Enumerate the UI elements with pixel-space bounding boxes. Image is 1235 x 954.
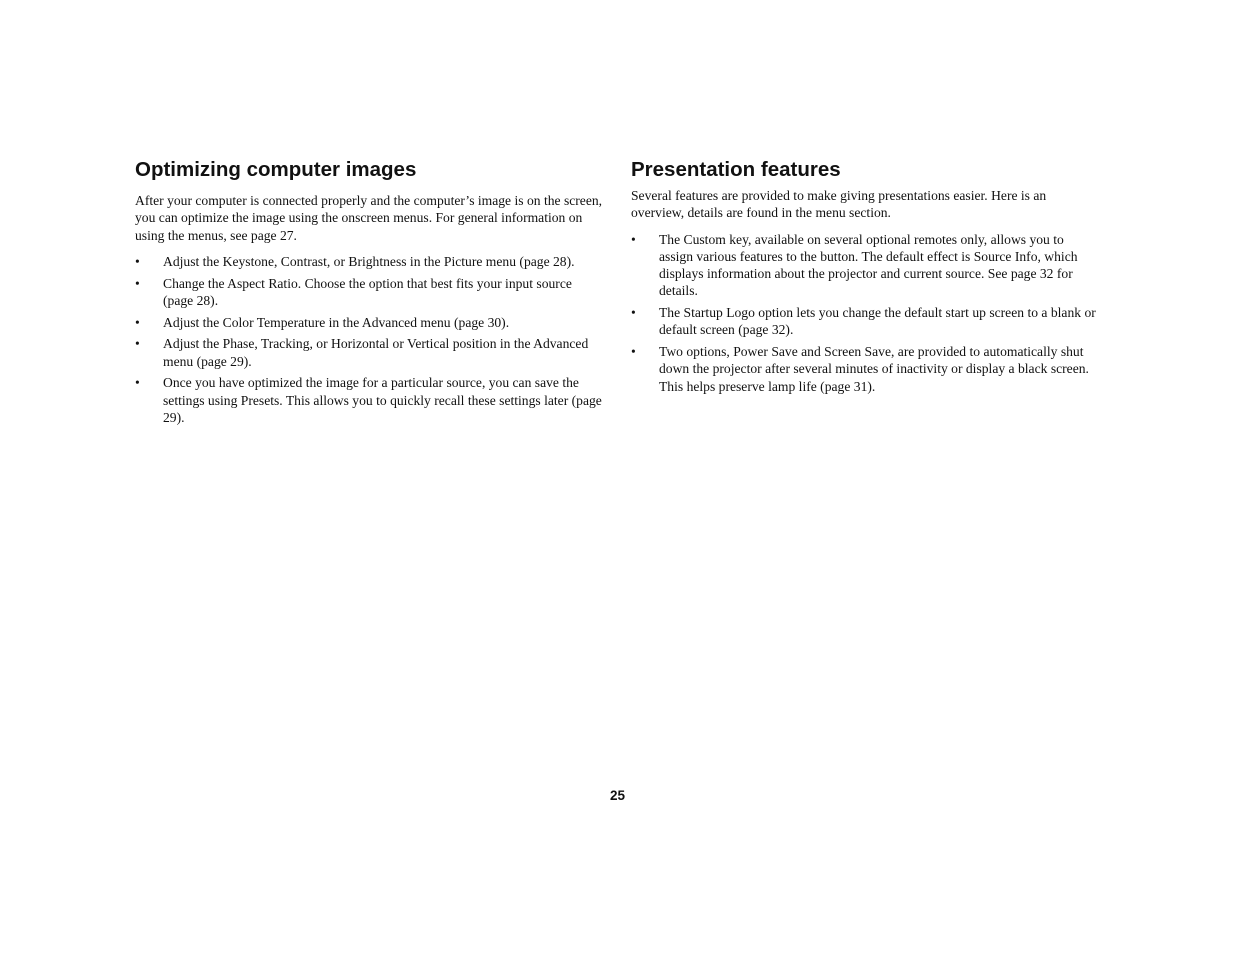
bullet-marker: • — [631, 231, 636, 247]
bullet-marker: • — [631, 344, 636, 360]
page-number: 25 — [609, 788, 626, 803]
list-item-text: Once you have optimized the image for a particular source, you can save the settings using Presets. This allows you to quickly recall these settings later (page 29). — [163, 375, 602, 425]
list-item-text: The Startup Logo option lets you change the default start up screen to a blank or default screen (page 32). — [659, 305, 1096, 338]
list-item-text: Adjust the Color Temperature in the Advanced menu (page 30). — [163, 314, 510, 330]
section-heading-presentation: Presentation features — [631, 158, 841, 181]
bullet-marker: • — [135, 336, 140, 352]
list-item — [631, 343, 1101, 395]
right-column — [631, 156, 1101, 399]
bullet-marker: • — [135, 314, 140, 330]
bullet-marker: • — [135, 253, 140, 269]
intro-paragraph: After your computer is connected properly and the computer’s image is on the screen, you can optimize the image using the onscreen menus. For general information on using the menus, see page 27. — [135, 193, 603, 243]
list-item — [135, 374, 603, 426]
left-column — [135, 156, 603, 431]
list-item — [631, 231, 1101, 300]
bullet-marker: • — [631, 305, 636, 321]
bullet-marker: • — [135, 275, 140, 291]
list-item — [135, 314, 603, 331]
list-item — [631, 304, 1101, 339]
bullet-list — [631, 231, 1101, 395]
list-item-text: Adjust the Phase, Tracking, or Horizontal or Vertical position in the Advanced menu (page 29). — [163, 336, 589, 369]
list-item-text: Two options, Power Save and Screen Save, are provided to automatically shut down the projector after several minutes of inactivity or display a black screen. This helps preserve lamp life (page 31). — [659, 344, 1089, 394]
bullet-list — [135, 253, 603, 426]
bullet-marker: • — [135, 375, 140, 391]
section-heading-optimizing: Optimizing computer images — [135, 158, 417, 181]
intro-paragraph: Several features are provided to make giving presentations easier. Here is an overview, details are found in the menu section. — [631, 188, 1047, 221]
list-item — [135, 335, 603, 370]
list-item-text: Change the Aspect Ratio. Choose the option that best fits your input source (page 28). — [163, 275, 572, 308]
list-item-text: Adjust the Keystone, Contrast, or Brightness in the Picture menu (page 28). — [163, 253, 575, 269]
list-item — [135, 253, 603, 270]
list-item — [135, 275, 603, 310]
list-item-text: The Custom key, available on several optional remotes only, allows you to assign various features to the button. The default effect is Source Info, which displays information about the projector and current source. See page 32 for details. — [659, 231, 1078, 299]
